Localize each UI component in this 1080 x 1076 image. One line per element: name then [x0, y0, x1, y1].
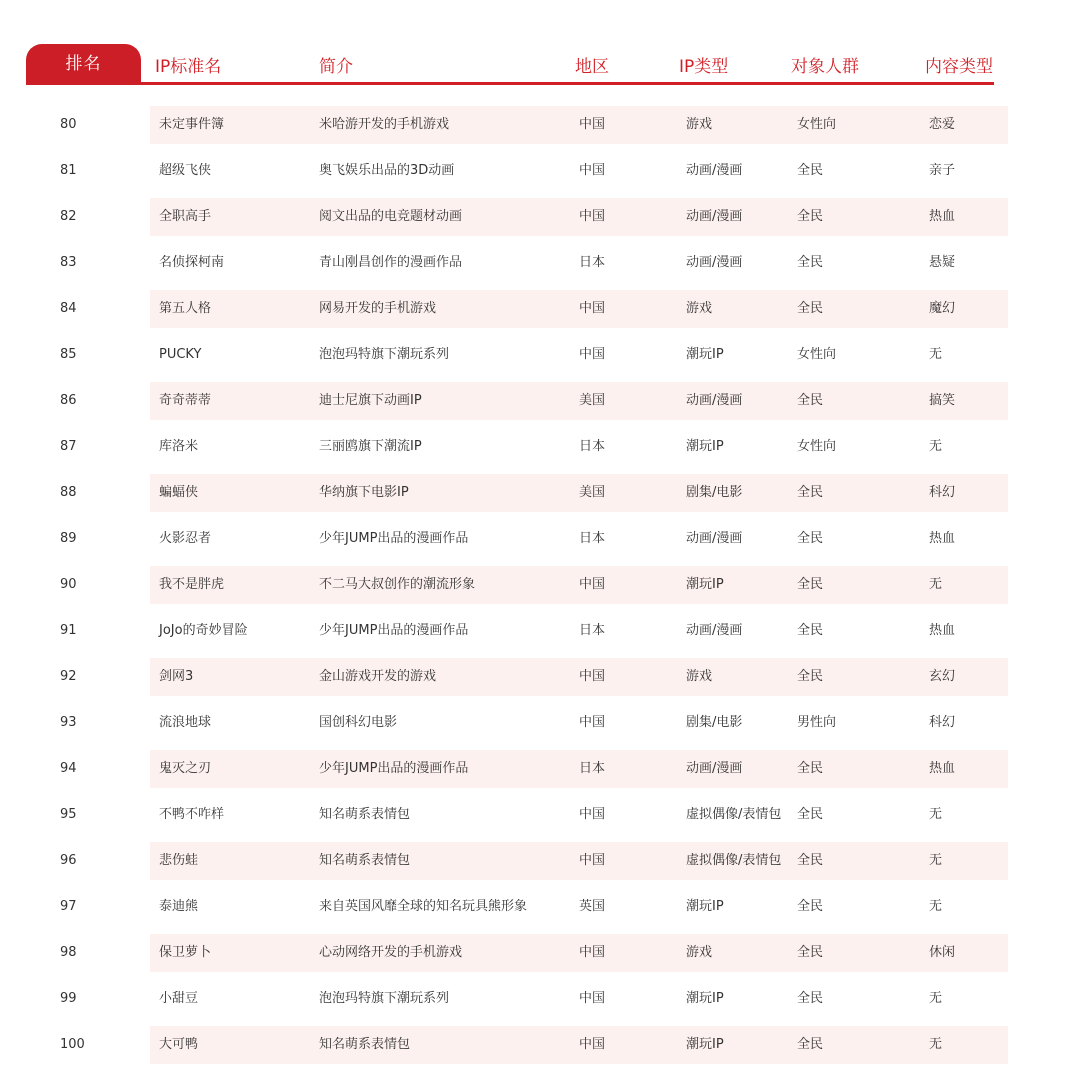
cell-intro: 心动网络开发的手机游戏	[319, 945, 463, 960]
cell-intro: 华纳旗下电影IP	[319, 485, 409, 500]
table-row	[0, 332, 1080, 378]
cell-ip-type: 潮玩IP	[686, 899, 724, 914]
cell-ip-type: 剧集/电影	[686, 485, 743, 500]
cell-audience: 女性向	[797, 347, 837, 362]
cell-intro: 不二马大叔创作的潮流形象	[319, 577, 476, 592]
cell-audience: 全民	[797, 577, 824, 592]
cell-region: 中国	[579, 991, 606, 1006]
cell-ip-type: 动画/漫画	[686, 255, 743, 270]
cell-content-type: 亲子	[929, 163, 956, 178]
cell-content-type: 热血	[929, 209, 956, 224]
table-row	[0, 148, 1080, 194]
cell-rank: 85	[60, 347, 77, 362]
cell-ip-name: 剑网3	[159, 669, 194, 684]
cell-ip-type: 剧集/电影	[686, 715, 743, 730]
cell-rank: 91	[60, 623, 77, 638]
cell-rank: 95	[60, 807, 77, 822]
cell-ip-name: PUCKY	[159, 347, 202, 362]
cell-region: 中国	[579, 301, 606, 316]
cell-ip-type: 游戏	[686, 301, 713, 316]
cell-rank: 81	[60, 163, 77, 178]
table-row	[0, 930, 1080, 976]
cell-region: 日本	[579, 255, 606, 270]
table-row	[0, 792, 1080, 838]
cell-ip-name: 奇奇蒂蒂	[159, 393, 212, 408]
header-intro: 简介	[319, 57, 353, 77]
cell-ip-name: 蝙蝠侠	[159, 485, 199, 500]
table-row	[0, 700, 1080, 746]
cell-rank: 90	[60, 577, 77, 592]
cell-content-type: 无	[929, 439, 943, 454]
cell-ip-name: 第五人格	[159, 301, 212, 316]
cell-ip-name: 流浪地球	[159, 715, 212, 730]
cell-content-type: 悬疑	[929, 255, 956, 270]
cell-ip-name: 名侦探柯南	[159, 255, 225, 270]
cell-audience: 全民	[797, 485, 824, 500]
cell-intro: 知名萌系表情包	[319, 853, 411, 868]
cell-ip-type: 潮玩IP	[686, 439, 724, 454]
cell-region: 中国	[579, 807, 606, 822]
cell-rank: 89	[60, 531, 77, 546]
cell-ip-type: 动画/漫画	[686, 163, 743, 178]
cell-audience: 全民	[797, 393, 824, 408]
table-row	[0, 884, 1080, 930]
cell-intro: 知名萌系表情包	[319, 807, 411, 822]
cell-region: 中国	[579, 715, 606, 730]
table-row	[0, 838, 1080, 884]
cell-audience: 全民	[797, 531, 824, 546]
cell-ip-name: 泰迪熊	[159, 899, 199, 914]
cell-intro: 少年JUMP出品的漫画作品	[319, 761, 469, 776]
cell-rank: 88	[60, 485, 77, 500]
cell-content-type: 无	[929, 347, 943, 362]
cell-region: 中国	[579, 577, 606, 592]
cell-intro: 青山刚昌创作的漫画作品	[319, 255, 463, 270]
cell-audience: 全民	[797, 669, 824, 684]
cell-region: 中国	[579, 163, 606, 178]
cell-content-type: 热血	[929, 761, 956, 776]
cell-audience: 全民	[797, 623, 824, 638]
table-row	[0, 746, 1080, 792]
table-row	[0, 378, 1080, 424]
cell-rank: 87	[60, 439, 77, 454]
cell-ip-type: 潮玩IP	[686, 991, 724, 1006]
header-divider	[26, 82, 994, 85]
table-row	[0, 976, 1080, 1022]
cell-content-type: 搞笑	[929, 393, 956, 408]
cell-ip-type: 动画/漫画	[686, 531, 743, 546]
table-row	[0, 608, 1080, 654]
cell-ip-type: 游戏	[686, 117, 713, 132]
cell-ip-type: 游戏	[686, 945, 713, 960]
cell-rank: 100	[60, 1037, 85, 1052]
cell-ip-type: 动画/漫画	[686, 761, 743, 776]
cell-content-type: 无	[929, 853, 943, 868]
cell-ip-type: 潮玩IP	[686, 347, 724, 362]
cell-intro: 知名萌系表情包	[319, 1037, 411, 1052]
cell-intro: 阅文出品的电竞题材动画	[319, 209, 463, 224]
cell-intro: 泡泡玛特旗下潮玩系列	[319, 347, 450, 362]
cell-audience: 男性向	[797, 715, 837, 730]
cell-ip-type: 虚拟偶像/表情包	[686, 853, 782, 868]
cell-audience: 全民	[797, 761, 824, 776]
cell-region: 中国	[579, 209, 606, 224]
cell-ip-name: JoJo的奇妙冒险	[159, 623, 248, 638]
cell-region: 中国	[579, 945, 606, 960]
header-rank: 排名	[26, 44, 141, 85]
cell-audience: 全民	[797, 1037, 824, 1052]
cell-content-type: 魔幻	[929, 301, 956, 316]
table-row	[0, 562, 1080, 608]
cell-rank: 82	[60, 209, 77, 224]
cell-rank: 93	[60, 715, 77, 730]
cell-region: 日本	[579, 531, 606, 546]
cell-ip-name: 保卫萝卜	[159, 945, 212, 960]
table-row	[0, 1022, 1080, 1068]
cell-region: 日本	[579, 439, 606, 454]
cell-audience: 全民	[797, 301, 824, 316]
cell-audience: 女性向	[797, 439, 837, 454]
cell-intro: 迪士尼旗下动画IP	[319, 393, 422, 408]
cell-audience: 全民	[797, 945, 824, 960]
cell-audience: 全民	[797, 853, 824, 868]
cell-region: 中国	[579, 669, 606, 684]
table-row	[0, 654, 1080, 700]
cell-ip-name: 大可鸭	[159, 1037, 199, 1052]
cell-content-type: 玄幻	[929, 669, 956, 684]
cell-content-type: 无	[929, 577, 943, 592]
cell-rank: 94	[60, 761, 77, 776]
cell-intro: 少年JUMP出品的漫画作品	[319, 531, 469, 546]
cell-intro: 网易开发的手机游戏	[319, 301, 437, 316]
table-row	[0, 194, 1080, 240]
cell-ip-name: 小甜豆	[159, 991, 199, 1006]
cell-region: 日本	[579, 761, 606, 776]
cell-intro: 国创科幻电影	[319, 715, 398, 730]
cell-rank: 96	[60, 853, 77, 868]
cell-ip-type: 虚拟偶像/表情包	[686, 807, 782, 822]
cell-content-type: 热血	[929, 531, 956, 546]
cell-ip-name: 鬼灭之刃	[159, 761, 212, 776]
cell-content-type: 无	[929, 1037, 943, 1052]
cell-rank: 99	[60, 991, 77, 1006]
cell-rank: 98	[60, 945, 77, 960]
cell-ip-name: 全职高手	[159, 209, 212, 224]
cell-rank: 83	[60, 255, 77, 270]
cell-ip-name: 悲伤蛙	[159, 853, 199, 868]
cell-ip-name: 火影忍者	[159, 531, 212, 546]
cell-ip-name: 我不是胖虎	[159, 577, 225, 592]
cell-intro: 金山游戏开发的游戏	[319, 669, 437, 684]
cell-content-type: 恋爱	[929, 117, 956, 132]
cell-audience: 全民	[797, 255, 824, 270]
cell-region: 中国	[579, 853, 606, 868]
cell-intro: 奥飞娱乐出品的3D动画	[319, 163, 455, 178]
cell-rank: 92	[60, 669, 77, 684]
table-header	[26, 44, 994, 84]
cell-region: 日本	[579, 623, 606, 638]
cell-audience: 女性向	[797, 117, 837, 132]
header-audience: 对象人群	[791, 57, 859, 77]
cell-region: 美国	[579, 485, 606, 500]
cell-region: 中国	[579, 347, 606, 362]
table-row	[0, 424, 1080, 470]
cell-ip-name: 库洛米	[159, 439, 199, 454]
cell-content-type: 无	[929, 807, 943, 822]
cell-region: 美国	[579, 393, 606, 408]
cell-ip-type: 动画/漫画	[686, 393, 743, 408]
table-row	[0, 470, 1080, 516]
cell-content-type: 科幻	[929, 485, 956, 500]
cell-ip-type: 动画/漫画	[686, 623, 743, 638]
cell-content-type: 无	[929, 991, 943, 1006]
cell-ip-type: 潮玩IP	[686, 577, 724, 592]
cell-content-type: 休闲	[929, 945, 956, 960]
header-content-type: 内容类型	[925, 57, 993, 77]
cell-rank: 97	[60, 899, 77, 914]
cell-ip-name: 未定事件簿	[159, 117, 225, 132]
cell-ip-type: 动画/漫画	[686, 209, 743, 224]
table-row	[0, 286, 1080, 332]
cell-intro: 来自英国风靡全球的知名玩具熊形象	[319, 899, 528, 914]
cell-content-type: 热血	[929, 623, 956, 638]
cell-content-type: 科幻	[929, 715, 956, 730]
cell-rank: 84	[60, 301, 77, 316]
cell-intro: 少年JUMP出品的漫画作品	[319, 623, 469, 638]
table-row	[0, 516, 1080, 562]
header-ip-name: IP标准名	[155, 57, 222, 77]
cell-region: 中国	[579, 1037, 606, 1052]
cell-intro: 米哈游开发的手机游戏	[319, 117, 450, 132]
cell-intro: 三丽鸥旗下潮流IP	[319, 439, 422, 454]
cell-intro: 泡泡玛特旗下潮玩系列	[319, 991, 450, 1006]
cell-rank: 86	[60, 393, 77, 408]
cell-rank: 80	[60, 117, 77, 132]
cell-audience: 全民	[797, 209, 824, 224]
cell-region: 中国	[579, 117, 606, 132]
table-row	[0, 102, 1080, 148]
table-row	[0, 240, 1080, 286]
cell-ip-name: 超级飞侠	[159, 163, 212, 178]
cell-ip-type: 游戏	[686, 669, 713, 684]
cell-audience: 全民	[797, 899, 824, 914]
cell-ip-type: 潮玩IP	[686, 1037, 724, 1052]
header-region: 地区	[575, 57, 609, 77]
cell-ip-name: 不鸭不咋样	[159, 807, 225, 822]
cell-region: 英国	[579, 899, 606, 914]
cell-content-type: 无	[929, 899, 943, 914]
cell-audience: 全民	[797, 807, 824, 822]
cell-audience: 全民	[797, 991, 824, 1006]
header-ip-type: IP类型	[679, 57, 729, 77]
table-body	[0, 102, 1080, 1068]
cell-audience: 全民	[797, 163, 824, 178]
